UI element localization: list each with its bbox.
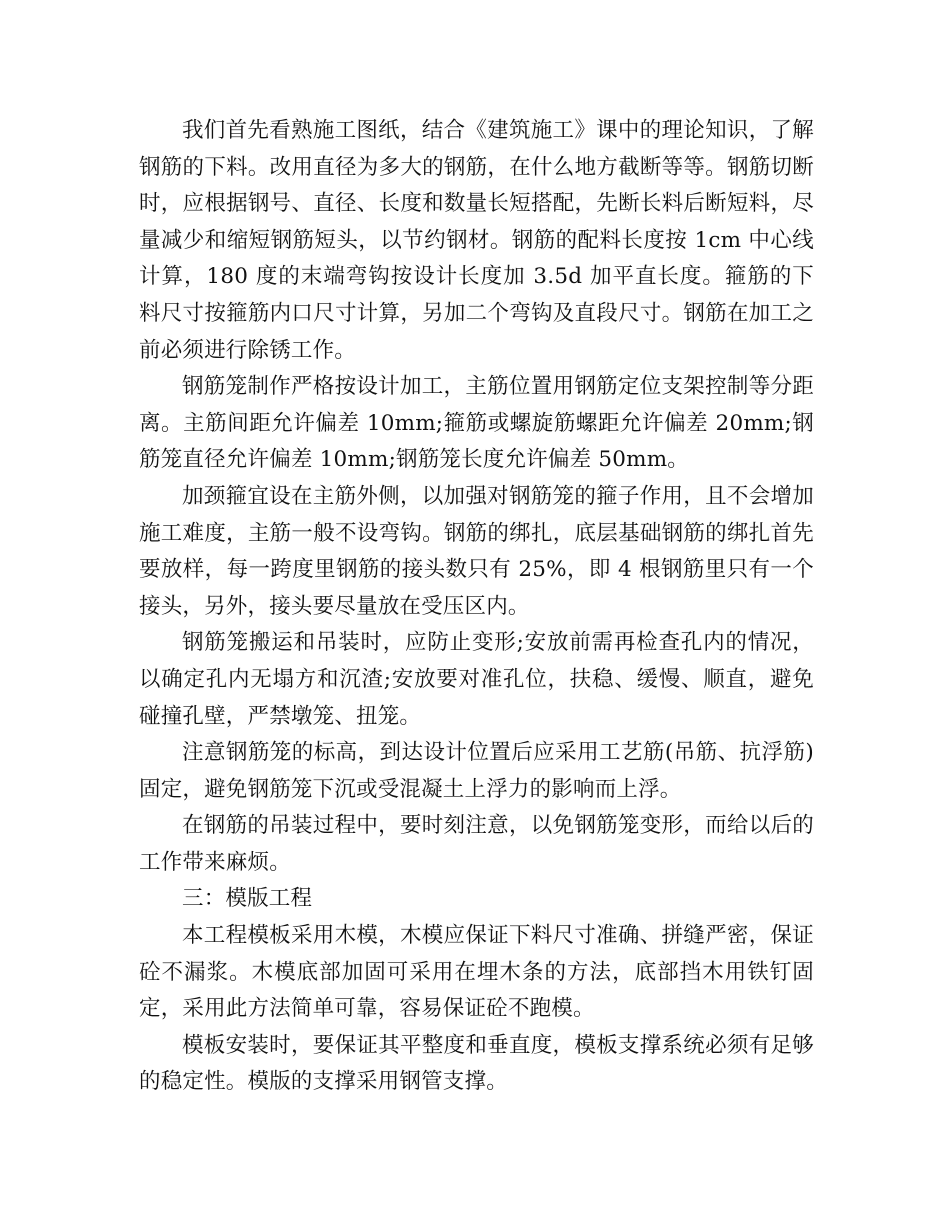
paragraph-formwork-installation: 模板安装时，要保证其平整度和垂直度，模板支撑系统必须有足够的稳定性。模版的支撑采用钢管支撑。 — [139, 1032, 814, 1095]
paragraph-rebar-cage-tolerances: 钢筋笼制作严格按设计加工，主筋位置用钢筋定位支架控制等分距离。主筋间距允许偏差 10mm;箍筋或螺旋筋螺距允许偏差 20mm;钢筋笼直径允许偏差 10mm;钢筋笼长度允许偏差 50mm。 — [139, 374, 814, 473]
document-body — [139, 113, 814, 1101]
paragraph-rebar-cutting: 我们首先看熟施工图纸，结合《建筑施工》课中的理论知识，了解钢筋的下料。改用直径为多大的钢筋，在什么地方截断等等。钢筋切断时，应根据钢号、直径、长度和数量长短搭配，先断长料后断短料，尽量减少和缩短钢筋短头，以节约钢材。钢筋的配料长度按 1cm 中心线计算，180 度的末端弯钩按设计长度加 3.5d 加平直长度。箍筋的下料尺寸按箍筋内口尺寸计算，另加二个弯钩及直段尺寸。钢筋在加工之前必须进行除锈工作。 — [139, 118, 814, 363]
paragraph-wood-formwork: 本工程模板采用木模，木模应保证下料尺寸准确、拼缝严密，保证砼不漏浆。木模底部加固可采用在埋木条的方法，底部挡木用铁钉固定，采用此方法简单可靠，容易保证砼不跑模。 — [139, 923, 814, 1022]
paragraph-cage-hoisting: 钢筋笼搬运和吊装时，应防止变形;安放前需再检查孔内的情况，以确定孔内无塌方和沉渣;安放要对准孔位，扶稳、缓慢、顺直，避免碰撞孔壁，严禁墩笼、扭笼。 — [139, 630, 814, 729]
section-heading-formwork: 三：模版工程 — [182, 886, 313, 912]
paragraph-hoisting-caution: 在钢筋的吊装过程中，要时刻注意，以免钢筋笼变形，而给以后的工作带来麻烦。 — [139, 813, 814, 875]
paragraph-stiffening-hoops: 加颈箍宜设在主筋外侧，以加强对钢筋笼的箍子作用，且不会增加施工难度，主筋一般不设弯钩。钢筋的绑扎，底层基础钢筋的绑扎首先要放样，每一跨度里钢筋的接头数只有 25%，即 4 根钢筋里只有一个接头，另外，接头要尽量放在受压区内。 — [139, 483, 814, 619]
paragraph-cage-elevation: 注意钢筋笼的标高，到达设计位置后应采用工艺筋(吊筋、抗浮筋)固定，避免钢筋笼下沉或受混凝土上浮力的影响而上浮。 — [139, 740, 814, 802]
